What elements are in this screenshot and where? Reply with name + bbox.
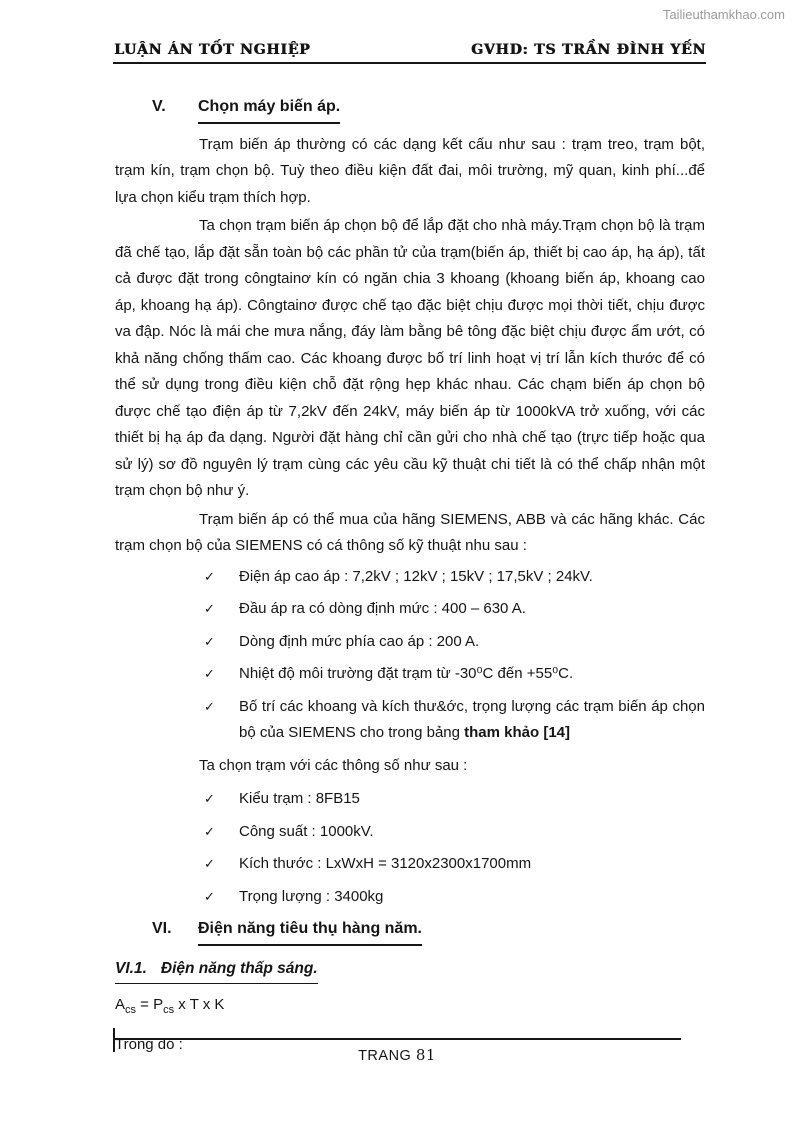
section-vi1-heading [115, 956, 705, 985]
header-thesis-title: LUẬN ÁN TỐT NGHIỆP [114, 42, 311, 58]
list-item-text-bold: tham khảo [14] [464, 724, 570, 741]
section-vi-title: Điện năng tiêu thụ hàng năm. [198, 916, 422, 946]
check-icon: ✓ [204, 568, 215, 584]
list-item-text: Dòng định mức phía cao áp : 200 A. [239, 632, 480, 650]
section-vi-heading [115, 916, 705, 946]
list-item-text-normal: Bố trí các khoang và kích thư&ớc, trọng lượng các trạm biến áp chọn bộ của SIEMENS cho trong bảng [239, 697, 705, 741]
section-vi1-underline [115, 956, 318, 985]
list-item-text: Kích thước : LxWxH = 3120x2300x1700mm [239, 855, 532, 872]
document-body [115, 88, 705, 1058]
list-item-text: Kiểu trạm : 8FB15 [239, 790, 360, 807]
section-v-heading [115, 94, 705, 124]
list-item [115, 786, 705, 813]
section-v-number: V. [152, 98, 166, 115]
check-icon: ✓ [204, 633, 215, 649]
paragraph-siemens-intro: Trạm biến áp có thể mua của hãng SIEMENS, ABB và các hãng khác. Các trạm chọn bộ của SIEMENS có cá thông số kỹ thuật nhu sau : [115, 510, 705, 554]
check-icon: ✓ [204, 791, 215, 806]
list-item [115, 629, 705, 656]
check-icon: ✓ [204, 856, 215, 871]
formula-equals: = P [136, 996, 164, 1013]
check-icon: ✓ [204, 888, 215, 904]
list-item-text: Nhiệt độ môi trường đặt trạm từ -30⁰C đến +55⁰C. [239, 665, 574, 682]
footer-divider [114, 1038, 681, 1040]
footer-page-label [0, 1046, 794, 1064]
formula-lhs: A [115, 996, 126, 1013]
where-note: Trong đó : [115, 1035, 183, 1053]
formula-rhs-subscript: cs [163, 1004, 175, 1016]
list-item [115, 851, 705, 878]
formula-acs [115, 992, 705, 1024]
list-item [115, 661, 705, 688]
list-item [115, 694, 705, 747]
formula-tail: x T x K [174, 996, 225, 1013]
section-vi1-title: Điện năng thấp sáng. [160, 959, 318, 977]
list-item [115, 819, 705, 846]
page-header [114, 42, 706, 58]
list-item-text: Công suất : 1000kV. [239, 822, 374, 840]
check-icon: ✓ [204, 823, 215, 839]
section-vi1-number: VI.1. [115, 959, 147, 977]
list-item [115, 596, 705, 623]
siemens-specs-list [115, 564, 705, 747]
list-item-text [239, 698, 705, 742]
check-icon: ✓ [204, 601, 215, 616]
list-item-text: Trọng lượng : 3400kg [239, 887, 384, 905]
check-icon: ✓ [204, 698, 215, 714]
list-item [115, 564, 705, 591]
footer-trang-label: TRANG [358, 1048, 412, 1064]
list-item-text: Điện áp cao áp : 7,2kV ; 12kV ; 15kV ; 17,5kV ; 24kV. [239, 567, 593, 585]
header-divider [113, 62, 706, 64]
header-supervisor: GVHD: TS TRẦN ĐÌNH YẾN [471, 42, 706, 58]
check-icon: ✓ [204, 666, 215, 681]
list-item-text: Đầu áp ra có dòng định mức : 400 – 630 A. [239, 600, 526, 617]
watermark: Tailieuthamkhao.com [662, 7, 785, 22]
footer-page-number: 81 [415, 1046, 436, 1064]
section-vi-number: VI. [152, 920, 172, 937]
list-item [115, 884, 705, 911]
chosen-station-list [115, 786, 705, 910]
paragraph-station-choice: Ta chọn trạm biến áp chọn bộ để lắp đặt cho nhà máy.Trạm chọn bộ là trạm đã chế tạo, lắp đặt sẵn toàn bộ các phần tử của trạm(biến áp, thiết bị cao áp, hạ áp), tất cả được đặt trong côngtainơ kín có ngăn chia 3 khoang (khoang biến áp, khoang cao áp, khoang hạ áp). Côngtainơ được chế tạo đặc biệt chịu được mọi thời tiết, chịu được va đập. Nóc là mái che mưa nắng, đáy làm bằng bê tông đặc biệt chịu được ẩm ướt, có khả năng chống thấm cao. Các khoang được bố trí linh hoạt vị trí lẫn kích thước để có thể sử dụng trong điều kiện chỗ đặt rộng hẹp khác nhau. Các chạm biến áp chọn bộ được chế tạo điện áp từ 7,2kV đến 24kV, máy biến áp từ 1000kVA trở xuống, với các thiết bị hạ áp đa dạng. Người đặt hàng chỉ cần gửi cho nhà chế tạo (trực tiếp hoặc qua sử lý) sơ đồ nguyên lý trạm cùng các yêu cầu kỹ thuật chi tiết là có thể chấp nhận một trạm chọn bộ như ý. [115, 217, 705, 499]
formula-lhs-subscript: cs [125, 1004, 137, 1016]
chosen-specs-intro: Ta chọn trạm với các thông số như sau : [199, 756, 468, 774]
section-v-title: Chọn máy biến áp. [198, 94, 340, 124]
paragraph-station-types: Trạm biến áp thường có các dạng kết cấu như sau : trạm treo, trạm bột, trạm kín, trạm chọn bộ. Tuỳ theo điều kiện đất đai, môi trường, mỹ quan, kinh phí...để lựa chọn kiểu trạm thích hợp. [115, 135, 705, 206]
